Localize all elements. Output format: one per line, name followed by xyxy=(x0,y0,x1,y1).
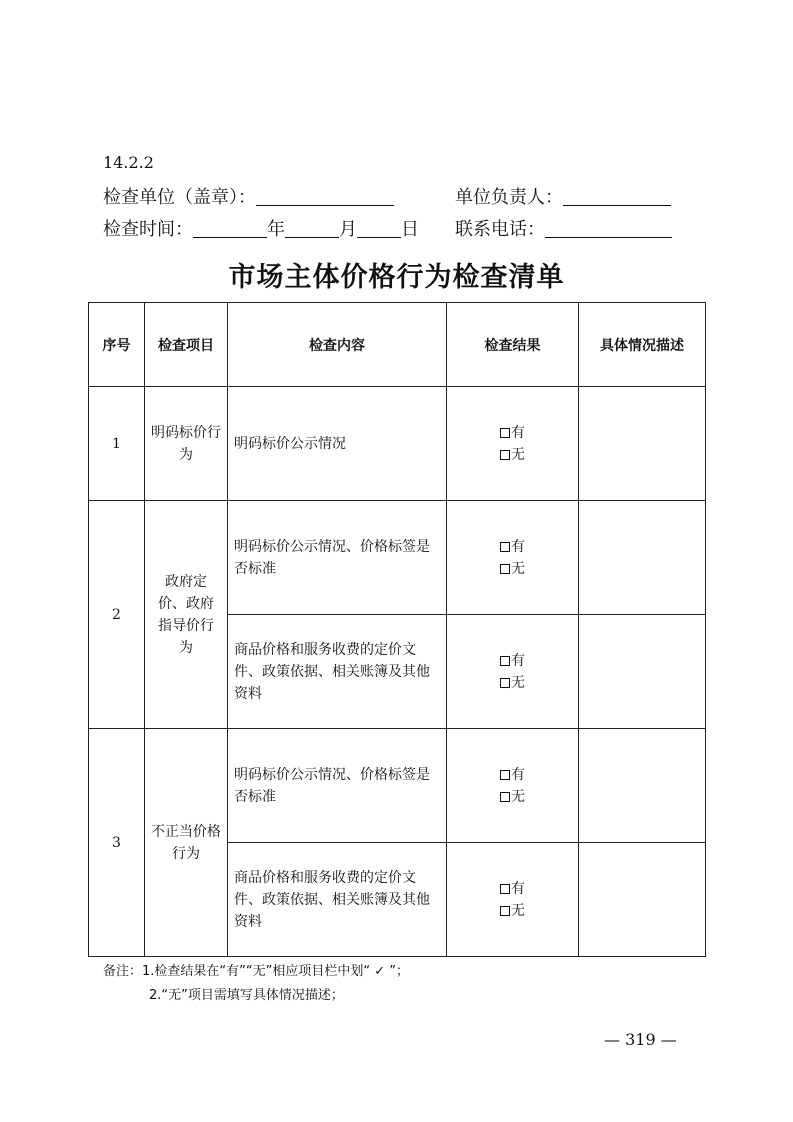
checkbox-icon[interactable] xyxy=(500,884,510,894)
checkbox-icon[interactable] xyxy=(500,656,510,666)
inspection-unit-line xyxy=(103,183,394,209)
result-option-no[interactable]: 无 xyxy=(447,900,578,922)
inspection-unit-label: 检查单位（盖章）： xyxy=(103,187,256,208)
month-field[interactable] xyxy=(285,219,339,238)
result-option-yes[interactable]: 有 xyxy=(447,764,578,786)
col-header-item: 检查项目 xyxy=(145,303,228,387)
checkbox-icon[interactable] xyxy=(500,542,510,552)
col-header-content: 检查内容 xyxy=(228,303,447,387)
description-cell[interactable] xyxy=(579,615,706,729)
row-item: 政府定价、政府指导价行为 xyxy=(145,501,228,729)
day-field[interactable] xyxy=(357,219,401,238)
result-cell xyxy=(447,843,579,957)
year-field[interactable] xyxy=(193,219,267,238)
result-option-yes[interactable]: 有 xyxy=(447,422,578,444)
description-cell[interactable] xyxy=(579,387,706,501)
description-cell[interactable] xyxy=(579,501,706,615)
note-line-1: 备注：1.检查结果在“有”“无”相应项目栏中划“ ✓ ”； xyxy=(103,964,409,979)
row-content: 明码标价公示情况 xyxy=(228,387,447,501)
result-option-yes[interactable]: 有 xyxy=(447,650,578,672)
checkbox-icon[interactable] xyxy=(500,450,510,460)
row-content: 明码标价公示情况、价格标签是否标准 xyxy=(228,729,447,843)
col-header-number: 序号 xyxy=(89,303,145,387)
checkbox-icon[interactable] xyxy=(500,770,510,780)
table-header-row xyxy=(89,303,706,387)
description-cell[interactable] xyxy=(579,843,706,957)
result-option-no[interactable]: 无 xyxy=(447,786,578,808)
checkbox-icon[interactable] xyxy=(500,678,510,688)
row-number: 2 xyxy=(89,501,145,729)
row-item: 明码标价行为 xyxy=(145,387,228,501)
description-cell[interactable] xyxy=(579,729,706,843)
checkbox-icon[interactable] xyxy=(500,428,510,438)
inspection-table xyxy=(88,302,706,957)
row-content: 商品价格和服务收费的定价文件、政策依据、相关账簿及其他资料 xyxy=(228,615,447,729)
contact-phone-line xyxy=(455,215,672,241)
inspection-time-line xyxy=(103,215,419,241)
result-cell xyxy=(447,387,579,501)
month-label: 月 xyxy=(339,219,357,240)
page-number: — 319 — xyxy=(604,1030,677,1049)
contact-phone-label: 联系电话： xyxy=(455,219,545,240)
checkbox-icon[interactable] xyxy=(500,564,510,574)
col-header-result: 检查结果 xyxy=(447,303,579,387)
inspection-unit-field[interactable] xyxy=(256,187,394,206)
inspection-time-label: 检查时间： xyxy=(103,219,193,240)
unit-leader-label: 单位负责人： xyxy=(455,187,563,208)
result-option-no[interactable]: 无 xyxy=(447,672,578,694)
unit-leader-line xyxy=(455,183,671,209)
checkbox-icon[interactable] xyxy=(500,906,510,916)
row-number: 3 xyxy=(89,729,145,957)
row-item: 不正当价格行为 xyxy=(145,729,228,957)
notes xyxy=(103,960,409,1008)
day-label: 日 xyxy=(401,219,419,240)
note-line-2: 2.“无”项目需填写具体情况描述； xyxy=(149,988,344,1003)
result-option-yes[interactable]: 有 xyxy=(447,536,578,558)
table-row xyxy=(89,501,706,615)
result-option-no[interactable]: 无 xyxy=(447,444,578,466)
row-content: 明码标价公示情况、价格标签是否标准 xyxy=(228,501,447,615)
result-cell xyxy=(447,729,579,843)
result-option-no[interactable]: 无 xyxy=(447,558,578,580)
section-number: 14.2.2 xyxy=(103,153,154,172)
contact-phone-field[interactable] xyxy=(545,219,672,238)
row-content: 商品价格和服务收费的定价文件、政策依据、相关账簿及其他资料 xyxy=(228,843,447,957)
result-option-yes[interactable]: 有 xyxy=(447,878,578,900)
result-cell xyxy=(447,501,579,615)
row-number: 1 xyxy=(89,387,145,501)
checkbox-icon[interactable] xyxy=(500,792,510,802)
table-row xyxy=(89,387,706,501)
page-title: 市场主体价格行为检查清单 xyxy=(228,262,565,293)
table-row xyxy=(89,729,706,843)
result-cell xyxy=(447,615,579,729)
col-header-description: 具体情况描述 xyxy=(579,303,706,387)
unit-leader-field[interactable] xyxy=(563,187,671,206)
year-label: 年 xyxy=(267,219,285,240)
